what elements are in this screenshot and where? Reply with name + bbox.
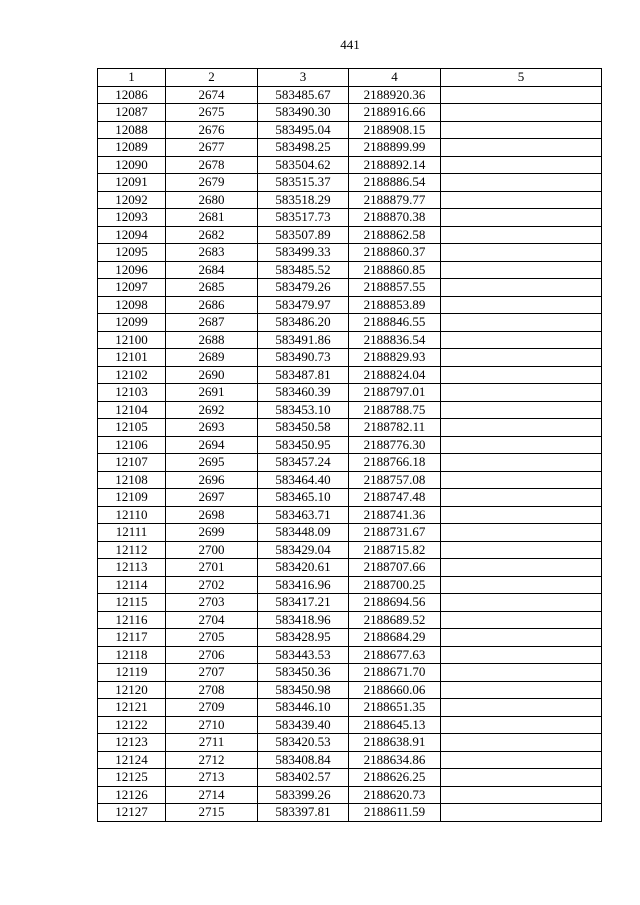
table-row xyxy=(98,191,602,209)
table-cell-col-3: 583479.26 xyxy=(258,279,349,297)
table-cell-col-2: 2695 xyxy=(166,454,258,472)
table-cell-col-1: 12112 xyxy=(98,541,166,559)
table-cell-col-2: 2712 xyxy=(166,751,258,769)
table-cell-col-4: 2188757.08 xyxy=(349,471,441,489)
table-cell-col-5 xyxy=(441,86,602,104)
table-cell-col-2: 2677 xyxy=(166,139,258,157)
table-row xyxy=(98,506,602,524)
table-cell-col-5 xyxy=(441,156,602,174)
header-cell-5: 5 xyxy=(441,69,602,87)
table-cell-col-5 xyxy=(441,314,602,332)
table-row xyxy=(98,489,602,507)
table-cell-col-5 xyxy=(441,576,602,594)
table-cell-col-3: 583485.52 xyxy=(258,261,349,279)
table-cell-col-5 xyxy=(441,629,602,647)
table-cell-col-4: 2188920.36 xyxy=(349,86,441,104)
table-row xyxy=(98,174,602,192)
table-cell-col-4: 2188689.52 xyxy=(349,611,441,629)
table-cell-col-5 xyxy=(441,384,602,402)
table-cell-col-2: 2690 xyxy=(166,366,258,384)
table-cell-col-3: 583408.84 xyxy=(258,751,349,769)
table-cell-col-4: 2188853.89 xyxy=(349,296,441,314)
header-row xyxy=(98,69,602,87)
table-cell-col-5 xyxy=(441,559,602,577)
table-cell-col-4: 2188638.91 xyxy=(349,734,441,752)
table-cell-col-2: 2700 xyxy=(166,541,258,559)
table-cell-col-1: 12121 xyxy=(98,699,166,717)
table-cell-col-3: 583420.61 xyxy=(258,559,349,577)
table-cell-col-2: 2714 xyxy=(166,786,258,804)
table-cell-col-5 xyxy=(441,664,602,682)
table-cell-col-5 xyxy=(441,786,602,804)
table-cell-col-4: 2188824.04 xyxy=(349,366,441,384)
table-cell-col-4: 2188634.86 xyxy=(349,751,441,769)
table-cell-col-5 xyxy=(441,489,602,507)
table-cell-col-1: 12089 xyxy=(98,139,166,157)
table-cell-col-3: 583507.89 xyxy=(258,226,349,244)
table-row xyxy=(98,629,602,647)
table-cell-col-2: 2679 xyxy=(166,174,258,192)
table-cell-col-1: 12123 xyxy=(98,734,166,752)
table-row xyxy=(98,524,602,542)
table-cell-col-1: 12108 xyxy=(98,471,166,489)
table-cell-col-2: 2688 xyxy=(166,331,258,349)
table-cell-col-2: 2694 xyxy=(166,436,258,454)
table-cell-col-4: 2188660.06 xyxy=(349,681,441,699)
table-cell-col-4: 2188626.25 xyxy=(349,769,441,787)
table-row xyxy=(98,436,602,454)
table-cell-col-1: 12087 xyxy=(98,104,166,122)
table-cell-col-3: 583490.73 xyxy=(258,349,349,367)
table-row xyxy=(98,401,602,419)
table-cell-col-3: 583464.40 xyxy=(258,471,349,489)
table-cell-col-5 xyxy=(441,244,602,262)
table-cell-col-1: 12100 xyxy=(98,331,166,349)
table-cell-col-2: 2675 xyxy=(166,104,258,122)
table-cell-col-1: 12113 xyxy=(98,559,166,577)
table-cell-col-3: 583490.30 xyxy=(258,104,349,122)
table-cell-col-5 xyxy=(441,226,602,244)
table-cell-col-5 xyxy=(441,139,602,157)
table-cell-col-5 xyxy=(441,524,602,542)
table-cell-col-4: 2188860.37 xyxy=(349,244,441,262)
table-cell-col-3: 583417.21 xyxy=(258,594,349,612)
table-cell-col-4: 2188611.59 xyxy=(349,804,441,822)
table-row xyxy=(98,716,602,734)
table-cell-col-1: 12096 xyxy=(98,261,166,279)
table-cell-col-4: 2188860.85 xyxy=(349,261,441,279)
table-row xyxy=(98,244,602,262)
table-row xyxy=(98,594,602,612)
table-cell-col-3: 583448.09 xyxy=(258,524,349,542)
table-cell-col-4: 2188766.18 xyxy=(349,454,441,472)
table-cell-col-3: 583485.67 xyxy=(258,86,349,104)
table-cell-col-2: 2683 xyxy=(166,244,258,262)
table-row xyxy=(98,559,602,577)
table-cell-col-5 xyxy=(441,104,602,122)
table-cell-col-5 xyxy=(441,331,602,349)
table-cell-col-5 xyxy=(441,436,602,454)
table-cell-col-1: 12117 xyxy=(98,629,166,647)
table-cell-col-3: 583402.57 xyxy=(258,769,349,787)
table-cell-col-3: 583515.37 xyxy=(258,174,349,192)
table-body xyxy=(98,86,602,821)
table-cell-col-4: 2188846.55 xyxy=(349,314,441,332)
table-cell-col-3: 583498.25 xyxy=(258,139,349,157)
table-cell-col-1: 12124 xyxy=(98,751,166,769)
table-cell-col-5 xyxy=(441,366,602,384)
table-row xyxy=(98,471,602,489)
table-header xyxy=(98,69,602,87)
table-cell-col-3: 583450.95 xyxy=(258,436,349,454)
table-cell-col-2: 2696 xyxy=(166,471,258,489)
table-cell-col-4: 2188694.56 xyxy=(349,594,441,612)
table-cell-col-3: 583450.58 xyxy=(258,419,349,437)
table-cell-col-1: 12093 xyxy=(98,209,166,227)
table-cell-col-3: 583491.86 xyxy=(258,331,349,349)
table-cell-col-5 xyxy=(441,174,602,192)
table-row xyxy=(98,419,602,437)
table-cell-col-3: 583517.73 xyxy=(258,209,349,227)
table-cell-col-1: 12095 xyxy=(98,244,166,262)
table-cell-col-5 xyxy=(441,699,602,717)
table-cell-col-1: 12099 xyxy=(98,314,166,332)
table-cell-col-5 xyxy=(441,471,602,489)
table-cell-col-2: 2706 xyxy=(166,646,258,664)
table-cell-col-5 xyxy=(441,611,602,629)
table-cell-col-2: 2682 xyxy=(166,226,258,244)
table-cell-col-2: 2704 xyxy=(166,611,258,629)
table-cell-col-4: 2188747.48 xyxy=(349,489,441,507)
table-cell-col-2: 2698 xyxy=(166,506,258,524)
table-cell-col-1: 12119 xyxy=(98,664,166,682)
table-cell-col-3: 583450.98 xyxy=(258,681,349,699)
table-cell-col-5 xyxy=(441,716,602,734)
table-row xyxy=(98,541,602,559)
table-row xyxy=(98,611,602,629)
table-cell-col-4: 2188899.99 xyxy=(349,139,441,157)
table-cell-col-4: 2188741.36 xyxy=(349,506,441,524)
table-cell-col-4: 2188782.11 xyxy=(349,419,441,437)
table-cell-col-1: 12086 xyxy=(98,86,166,104)
table-row xyxy=(98,349,602,367)
table-cell-col-1: 12102 xyxy=(98,366,166,384)
table-cell-col-4: 2188870.38 xyxy=(349,209,441,227)
table-cell-col-2: 2705 xyxy=(166,629,258,647)
table-cell-col-5 xyxy=(441,419,602,437)
table-cell-col-3: 583518.29 xyxy=(258,191,349,209)
table-cell-col-2: 2713 xyxy=(166,769,258,787)
table-cell-col-4: 2188879.77 xyxy=(349,191,441,209)
table-cell-col-3: 583397.81 xyxy=(258,804,349,822)
table-cell-col-2: 2701 xyxy=(166,559,258,577)
table-cell-col-1: 12094 xyxy=(98,226,166,244)
table-cell-col-4: 2188715.82 xyxy=(349,541,441,559)
table-cell-col-4: 2188797.01 xyxy=(349,384,441,402)
table-row xyxy=(98,664,602,682)
table-row xyxy=(98,104,602,122)
table-cell-col-3: 583399.26 xyxy=(258,786,349,804)
table-cell-col-2: 2709 xyxy=(166,699,258,717)
table-row xyxy=(98,331,602,349)
table-cell-col-1: 12125 xyxy=(98,769,166,787)
table-cell-col-3: 583428.95 xyxy=(258,629,349,647)
table-cell-col-2: 2691 xyxy=(166,384,258,402)
table-row xyxy=(98,261,602,279)
table-row xyxy=(98,366,602,384)
table-row xyxy=(98,576,602,594)
table-row xyxy=(98,699,602,717)
table-cell-col-3: 583446.10 xyxy=(258,699,349,717)
table-cell-col-4: 2188620.73 xyxy=(349,786,441,804)
table-cell-col-4: 2188886.54 xyxy=(349,174,441,192)
table-row xyxy=(98,804,602,822)
table-cell-col-5 xyxy=(441,804,602,822)
coordinates-table xyxy=(97,68,602,822)
table-cell-col-1: 12101 xyxy=(98,349,166,367)
table-cell-col-2: 2685 xyxy=(166,279,258,297)
table-cell-col-3: 583479.97 xyxy=(258,296,349,314)
table-cell-col-1: 12118 xyxy=(98,646,166,664)
table-cell-col-1: 12106 xyxy=(98,436,166,454)
table-cell-col-5 xyxy=(441,261,602,279)
table-cell-col-2: 2692 xyxy=(166,401,258,419)
table-cell-col-3: 583439.40 xyxy=(258,716,349,734)
table-row xyxy=(98,769,602,787)
table-cell-col-5 xyxy=(441,454,602,472)
table-row xyxy=(98,209,602,227)
table-cell-col-1: 12126 xyxy=(98,786,166,804)
table-row xyxy=(98,646,602,664)
table-row xyxy=(98,156,602,174)
table-cell-col-4: 2188916.66 xyxy=(349,104,441,122)
table-row xyxy=(98,734,602,752)
header-cell-4: 4 xyxy=(349,69,441,87)
table-cell-col-2: 2680 xyxy=(166,191,258,209)
table-cell-col-5 xyxy=(441,646,602,664)
table-cell-col-3: 583487.81 xyxy=(258,366,349,384)
table-cell-col-1: 12114 xyxy=(98,576,166,594)
table-cell-col-2: 2708 xyxy=(166,681,258,699)
table-cell-col-1: 12107 xyxy=(98,454,166,472)
table-row xyxy=(98,384,602,402)
table-row xyxy=(98,314,602,332)
table-cell-col-2: 2699 xyxy=(166,524,258,542)
table-cell-col-3: 583420.53 xyxy=(258,734,349,752)
table-cell-col-2: 2697 xyxy=(166,489,258,507)
table-row xyxy=(98,139,602,157)
table-cell-col-1: 12115 xyxy=(98,594,166,612)
table-cell-col-4: 2188651.35 xyxy=(349,699,441,717)
table-cell-col-5 xyxy=(441,279,602,297)
table-cell-col-5 xyxy=(441,594,602,612)
table-cell-col-1: 12122 xyxy=(98,716,166,734)
table-cell-col-1: 12105 xyxy=(98,419,166,437)
table-cell-col-3: 583457.24 xyxy=(258,454,349,472)
table-cell-col-3: 583465.10 xyxy=(258,489,349,507)
table-cell-col-2: 2707 xyxy=(166,664,258,682)
table-cell-col-5 xyxy=(441,541,602,559)
table-cell-col-3: 583418.96 xyxy=(258,611,349,629)
table-cell-col-5 xyxy=(441,401,602,419)
table-cell-col-5 xyxy=(441,296,602,314)
table-cell-col-2: 2684 xyxy=(166,261,258,279)
table-row xyxy=(98,786,602,804)
table-cell-col-4: 2188908.15 xyxy=(349,121,441,139)
table-row xyxy=(98,751,602,769)
table-cell-col-1: 12103 xyxy=(98,384,166,402)
table-row xyxy=(98,121,602,139)
table-cell-col-3: 583463.71 xyxy=(258,506,349,524)
table-cell-col-1: 12090 xyxy=(98,156,166,174)
table-cell-col-4: 2188829.93 xyxy=(349,349,441,367)
table-cell-col-2: 2693 xyxy=(166,419,258,437)
table-cell-col-3: 583453.10 xyxy=(258,401,349,419)
table-cell-col-2: 2710 xyxy=(166,716,258,734)
table-cell-col-5 xyxy=(441,349,602,367)
table-cell-col-5 xyxy=(441,191,602,209)
table-row xyxy=(98,454,602,472)
table-cell-col-4: 2188671.70 xyxy=(349,664,441,682)
table-cell-col-3: 583504.62 xyxy=(258,156,349,174)
table-cell-col-3: 583460.39 xyxy=(258,384,349,402)
table-cell-col-1: 12097 xyxy=(98,279,166,297)
table-cell-col-1: 12109 xyxy=(98,489,166,507)
table-cell-col-1: 12098 xyxy=(98,296,166,314)
table-cell-col-5 xyxy=(441,681,602,699)
table-cell-col-4: 2188731.67 xyxy=(349,524,441,542)
table-cell-col-2: 2686 xyxy=(166,296,258,314)
table-cell-col-2: 2687 xyxy=(166,314,258,332)
table-cell-col-5 xyxy=(441,506,602,524)
table-cell-col-1: 12111 xyxy=(98,524,166,542)
table-cell-col-3: 583429.04 xyxy=(258,541,349,559)
header-cell-3: 3 xyxy=(258,69,349,87)
table-cell-col-5 xyxy=(441,751,602,769)
table-cell-col-4: 2188707.66 xyxy=(349,559,441,577)
table-cell-col-4: 2188776.30 xyxy=(349,436,441,454)
table-cell-col-2: 2702 xyxy=(166,576,258,594)
table-cell-col-1: 12116 xyxy=(98,611,166,629)
table-row xyxy=(98,226,602,244)
table-cell-col-3: 583416.96 xyxy=(258,576,349,594)
table-cell-col-4: 2188857.55 xyxy=(349,279,441,297)
table-cell-col-2: 2678 xyxy=(166,156,258,174)
table-cell-col-3: 583450.36 xyxy=(258,664,349,682)
table-cell-col-3: 583499.33 xyxy=(258,244,349,262)
table-cell-col-4: 2188862.58 xyxy=(349,226,441,244)
page-number: 441 xyxy=(340,37,360,52)
table-row xyxy=(98,296,602,314)
table-cell-col-4: 2188788.75 xyxy=(349,401,441,419)
table-cell-col-3: 583495.04 xyxy=(258,121,349,139)
table-row xyxy=(98,279,602,297)
table-cell-col-1: 12127 xyxy=(98,804,166,822)
table-cell-col-2: 2689 xyxy=(166,349,258,367)
table-cell-col-4: 2188684.29 xyxy=(349,629,441,647)
table-cell-col-2: 2703 xyxy=(166,594,258,612)
table-cell-col-4: 2188700.25 xyxy=(349,576,441,594)
table-cell-col-1: 12110 xyxy=(98,506,166,524)
table-cell-col-4: 2188892.14 xyxy=(349,156,441,174)
table-cell-col-3: 583486.20 xyxy=(258,314,349,332)
table-cell-col-1: 12104 xyxy=(98,401,166,419)
table-cell-col-4: 2188836.54 xyxy=(349,331,441,349)
table-cell-col-3: 583443.53 xyxy=(258,646,349,664)
header-cell-2: 2 xyxy=(166,69,258,87)
table-cell-col-2: 2674 xyxy=(166,86,258,104)
table-cell-col-1: 12088 xyxy=(98,121,166,139)
table-cell-col-1: 12092 xyxy=(98,191,166,209)
table-cell-col-4: 2188645.13 xyxy=(349,716,441,734)
table-cell-col-2: 2676 xyxy=(166,121,258,139)
table-cell-col-5 xyxy=(441,121,602,139)
table-cell-col-1: 12120 xyxy=(98,681,166,699)
table-cell-col-5 xyxy=(441,769,602,787)
header-cell-1: 1 xyxy=(98,69,166,87)
table-cell-col-1: 12091 xyxy=(98,174,166,192)
table-row xyxy=(98,681,602,699)
table-cell-col-5 xyxy=(441,734,602,752)
table-cell-col-2: 2711 xyxy=(166,734,258,752)
table-cell-col-5 xyxy=(441,209,602,227)
table-cell-col-2: 2715 xyxy=(166,804,258,822)
table-cell-col-2: 2681 xyxy=(166,209,258,227)
table-cell-col-4: 2188677.63 xyxy=(349,646,441,664)
table-row xyxy=(98,86,602,104)
